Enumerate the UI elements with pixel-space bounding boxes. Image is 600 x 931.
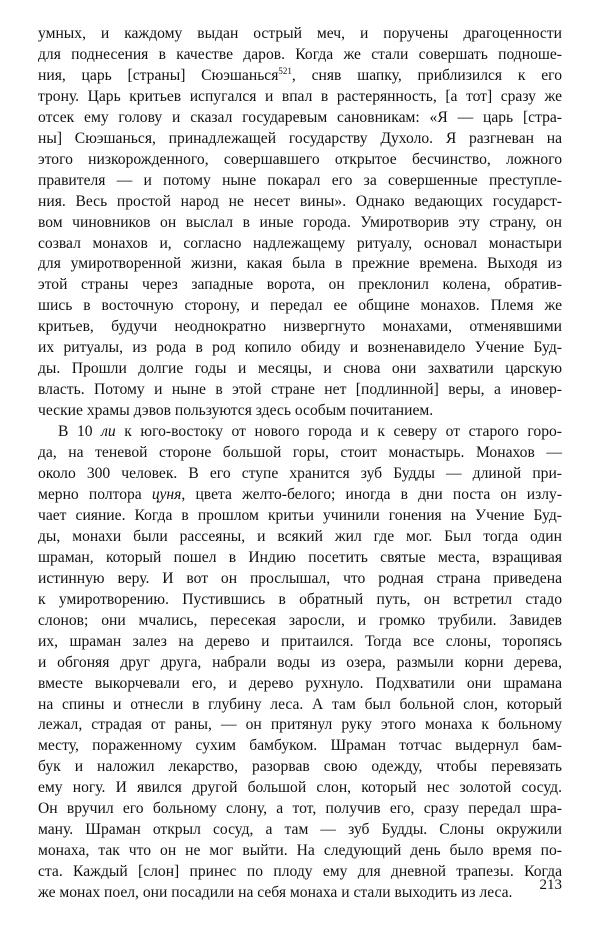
text-line: ста. Каждый [слон] принес по плоду ему для дневной трапезы. Когда — [38, 863, 562, 881]
text-line: отсек ему голову и сказал государевым сановникам: «Я — царь [стра- — [38, 108, 562, 126]
text-line: трону. Царь критьев испугался и впал в растерянность, [а тот] сразу же — [38, 87, 562, 105]
text-line: их ритуалы, из рода в род копило обиду и возненавидело Учение Буд- — [38, 339, 562, 357]
text-line: этого низкорожденного, совершавшего открытое бесчинство, ложного — [38, 150, 562, 168]
text-line: истинную веру. И вот он прослышал, что родная страна приведена — [38, 569, 562, 587]
text-line: к умиротворению. Пустившись в обратный путь, он встретил стадо — [38, 590, 562, 608]
text-line — [38, 422, 562, 443]
text-line: ны] Сюэшанься, принадлежащей государству Духоло. Я разгневан на — [38, 129, 562, 147]
footnote-ref[interactable]: 521 — [278, 65, 292, 76]
text-line: слонов; они мчались, пересекая заросли, и громко трубили. Завидев — [38, 611, 562, 629]
text-line: правителя — и потому ныне покарал его за совершенные преступле- — [38, 171, 562, 189]
text-line: для умиротворенной жизни, какая была в прежние времена. Выходя из — [38, 255, 562, 273]
text-line: этой страны через западные ворота, он преклонил колена, обратив- — [38, 276, 562, 294]
body-text — [38, 24, 562, 904]
text-line — [38, 485, 562, 506]
text-line: да, на теневой стороне большой горы, стоит монастырь. Монахов — — [38, 444, 562, 462]
text-line: бук и наложил лекарство, разорвав свою одежду, чтобы перевязать — [38, 758, 562, 776]
text-line: вместе выкорчевали его, и дерево рухнуло. Подхватили они шрамана — [38, 674, 562, 692]
text-line: лежал, страдая от раны, — он притянул руку этого монаха к больному — [38, 716, 562, 734]
italic-term: цуня — [151, 485, 182, 503]
text-line: ему ногу. И явился другой большой слон, который нес золотой сосуд. — [38, 779, 562, 797]
text-line: ману. Шраман открыл сосуд, а там — зуб Будды. Слоны окружили — [38, 821, 562, 839]
text-fragment: , цвета желто-белого; иногда в дни поста он излу- — [181, 485, 563, 503]
text-line: и обгоняя друг друга, набрали воды из озера, размыли корни дерева, — [38, 653, 562, 671]
text-line: власть. Потому и ныне в этой стране нет [подлинной] веры, а иновер- — [38, 381, 562, 399]
text-line: критьев, будучи неоднократно низвергнуто монахами, отменявшими — [38, 318, 562, 336]
text-line: ния. Весь простой народ не несет вины». Однако ведающих государст- — [38, 192, 562, 210]
text-line: ды. Прошли долгие годы и месяцы, и снова они захватили царскую — [38, 360, 562, 378]
text-fragment: , сняв шапку, приблизился к его — [291, 66, 562, 84]
text-line: шраман, который пошел в Индию посетить святые места, взращивая — [38, 548, 562, 566]
text-line: ды, монахи были рассеяны, и всякий жил где мог. Был тогда один — [38, 527, 562, 545]
text-line: чает сияние. Когда в прошлом критьи учинили гонения на Учение Буд- — [38, 506, 562, 524]
text-line: на спины и отнесли в глубину леса. А там был больной слон, который — [38, 695, 562, 713]
text-line: шись в восточную сторону, и передал ее общине монахов. Племя же — [38, 297, 562, 315]
text-line: созвал монахов и, согласно надлежащему ритуалу, основал монастыри — [38, 234, 562, 252]
text-line: Он вручил его больному слону, а тот, получив его, сразу передал шра- — [38, 800, 562, 818]
text-line: месту, пораженному сухим бамбуком. Шраман тотчас выдернул бам- — [38, 737, 562, 755]
text-fragment: ния, царь [страны] Сюэшанься — [38, 66, 279, 84]
text-line: для поднесения в качестве даров. Когда же стали совершать подноше- — [38, 45, 562, 63]
text-line: ческие храмы дэвов пользуются здесь особым почитанием. — [38, 402, 434, 420]
text-line: вом чиновников он выслал в иные города. Умиротворив эту страну, он — [38, 213, 562, 231]
text-fragment: В 10 — [58, 423, 93, 441]
italic-term: ли — [101, 423, 116, 441]
text-line: их, шраман залез на дерево и притаился. Тогда все слоны, торопясь — [38, 632, 562, 650]
text-line: монаха, так что он не мог выйти. На следующий день было время по- — [38, 842, 562, 860]
page-number: 213 — [539, 877, 562, 893]
text-fragment: мерно полтора — [38, 485, 142, 503]
text-line: около 300 человек. В его ступе хранится зуб Будды — длиной при- — [38, 465, 562, 483]
text-line: умных, и каждому выдан острый меч, и поручены драгоценности — [38, 25, 562, 42]
text-line: же монах поел, они посадили на себя монаха и стали выходить из леса. — [38, 884, 513, 902]
text-line — [38, 66, 562, 87]
text-fragment: к юго-востоку от нового города и к северу от старого горо- — [124, 423, 562, 441]
